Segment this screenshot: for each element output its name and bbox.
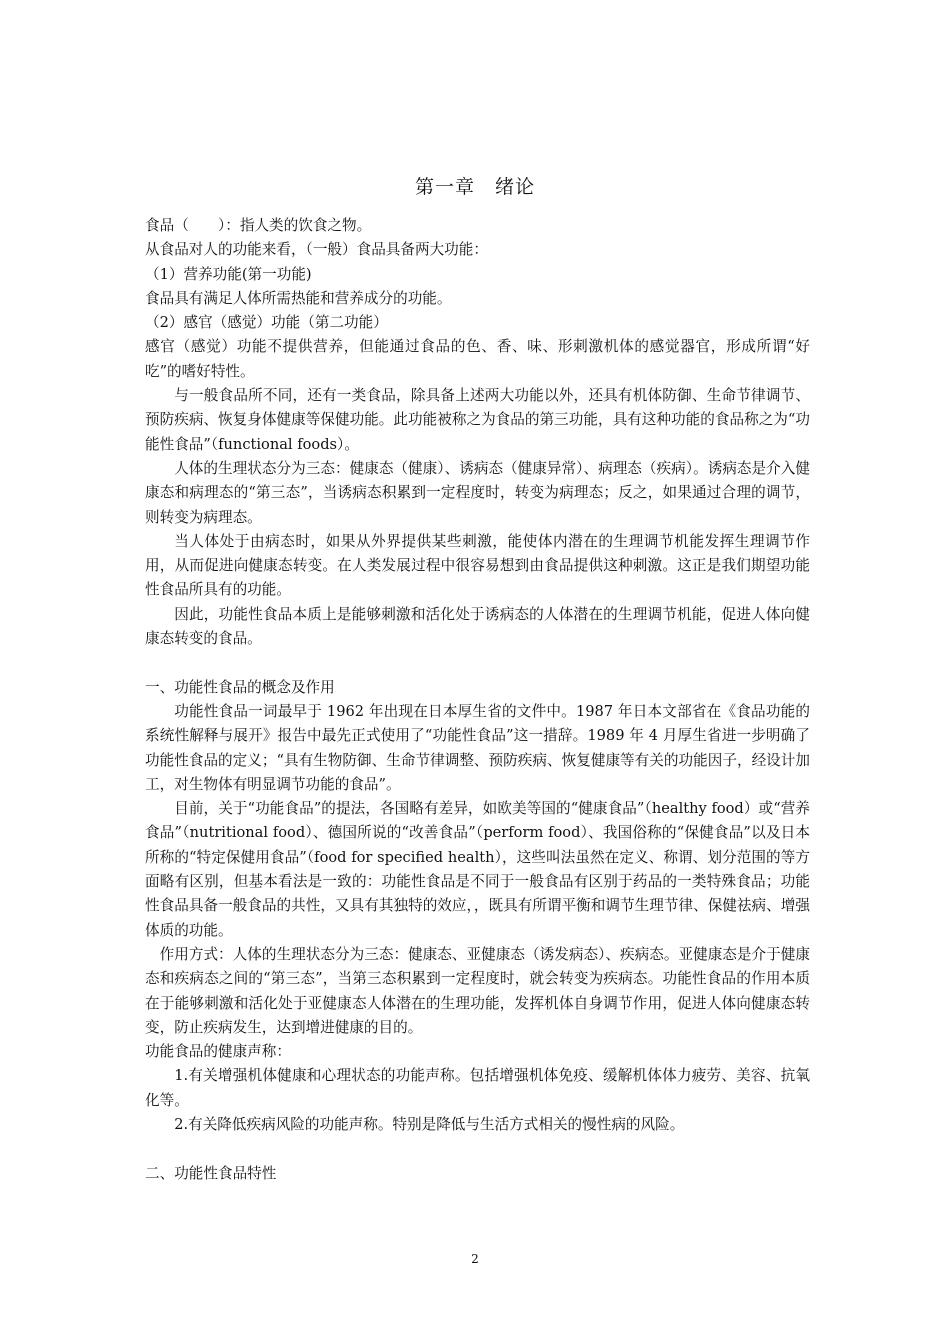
paragraph-health-claim-two: 2.有关降低疾病风险的功能声称。特别是降低与生活方式相关的慢性病的风险。 — [174, 1115, 685, 1133]
paragraph-functional-food-essence: 因此，功能性食品本质上是能够刺激和活化处于诱病态的人体潜在的生理调节机能，促进人体向健康态转变的食品。 — [145, 605, 810, 648]
paragraph-nutrition-function-heading: （1）营养功能(第一功能) — [145, 265, 312, 283]
document-body — [145, 214, 810, 1186]
paragraph-nutrition-function-text: 食品具有满足人体所需热能和营养成分的功能。 — [145, 289, 452, 307]
paragraph-terminology: 目前，关于“功能食品”的提法，各国略有差异，如欧美等国的“健康食品”（healthy food）或“营养食品”（nutritional food）、德国所说的“改善食品”（perform food）、我国俗称的“保健食品”以及日本所称的“特定保健用食品”（food for specified health），这些叫法虽然在定义、称谓、划分范围的等方面略有区别，但基本看法是一致的：功能性食品是不同于一般食品有区别于药品的一类特殊食品；功能性食品具备一般食品的共性，又具有其独特的效应，，既具有所谓平衡和调节生理节律、保健祛病、增强体质的功能。 — [145, 800, 810, 939]
paragraph-health-claim-one: 1.有关增强机体健康和心理状态的功能声称。包括增强机体免疫、缓解机体体力疲劳、美容、抗氧化等。 — [145, 1067, 810, 1109]
paragraph-sensory-function-text: 感官（感觉）功能不提供营养，但能通过食品的色、香、味、形刺激机体的感觉器官，形成所谓“好吃”的嗜好特性。 — [145, 338, 810, 380]
paragraph-health-claims-heading: 功能食品的健康声称： — [145, 1043, 291, 1061]
section-gap — [145, 651, 810, 675]
paragraph-third-function: 与一般食品所不同，还有一类食品，除具备上述两大功能以外，还具有机体防御、生命节律调节、预防疾病、恢复身体健康等保健功能。此功能被称之为食品的第三功能，具有这种功能的食品称之为“功能性食品”（functional foods）。 — [145, 387, 810, 453]
paragraph-physiological-states: 人体的生理状态分为三态：健康态（健康）、诱病态（健康异常）、病理态（疾病）。诱病态是介入健康态和病理态的“第三态”，当诱病态积累到一定程度时，转变为病理态；反之，如果通过合理的调节，则转变为病理态。 — [145, 459, 810, 526]
paragraph-food-functions: 从食品对人的功能来看，（一般）食品具备两大功能： — [145, 241, 488, 259]
paragraph-food-definition: 食品（ ）：指人类的饮食之物。 — [145, 217, 372, 234]
paragraph-history: 功能性食品一词最早于 1962 年出现在日本厚生省的文件中。1987 年日本文部省在《食品功能的系统性解释与展开》报告中最先正式使用了“功能性食品”这一措辞。1989 年 4 月厚生省进一步明确了功能性食品的定义；“具有生物防御、生命节律调整、预防疾病、恢复健康等有关的功能因子，经设计加工，对生物体有明显调节功能的食品”。 — [145, 702, 810, 793]
section-heading-characteristics: 二、功能性食品特性 — [145, 1164, 277, 1182]
section-heading-concept: 一、功能性食品的概念及作用 — [145, 678, 335, 696]
paragraph-health-transition: 当人体处于由病态时，如果从外界提供某些刺激，能使体内潜在的生理调节机能发挥生理调节作用，从而促进向健康态转变。在人类发展过程中很容易想到由食品提供这种刺激。这正是我们期望功能性食品所具有的功能。 — [145, 532, 810, 599]
paragraph-action-mode: 作用方式：人体的生理状态分为三态：健康态、亚健康态（诱发病态）、疾病态。亚健康态是介于健康态和疾病态之间的“第三态”，当第三态积累到一定程度时，就会转变为疾病态。功能性食品的作用本质在于能够刺激和活化处于亚健康态人体潜在的生理功能，发挥机体自身调节作用，促进人体向健康态转变，防止疾病发生，达到增进健康的目的。 — [145, 945, 810, 1036]
section-gap — [145, 1137, 810, 1161]
paragraph-sensory-function-heading: （2）感官（感觉）功能（第二功能） — [145, 314, 388, 332]
page-number: 2 — [471, 1252, 479, 1266]
chapter-title: 第一章 绪论 — [414, 176, 555, 198]
